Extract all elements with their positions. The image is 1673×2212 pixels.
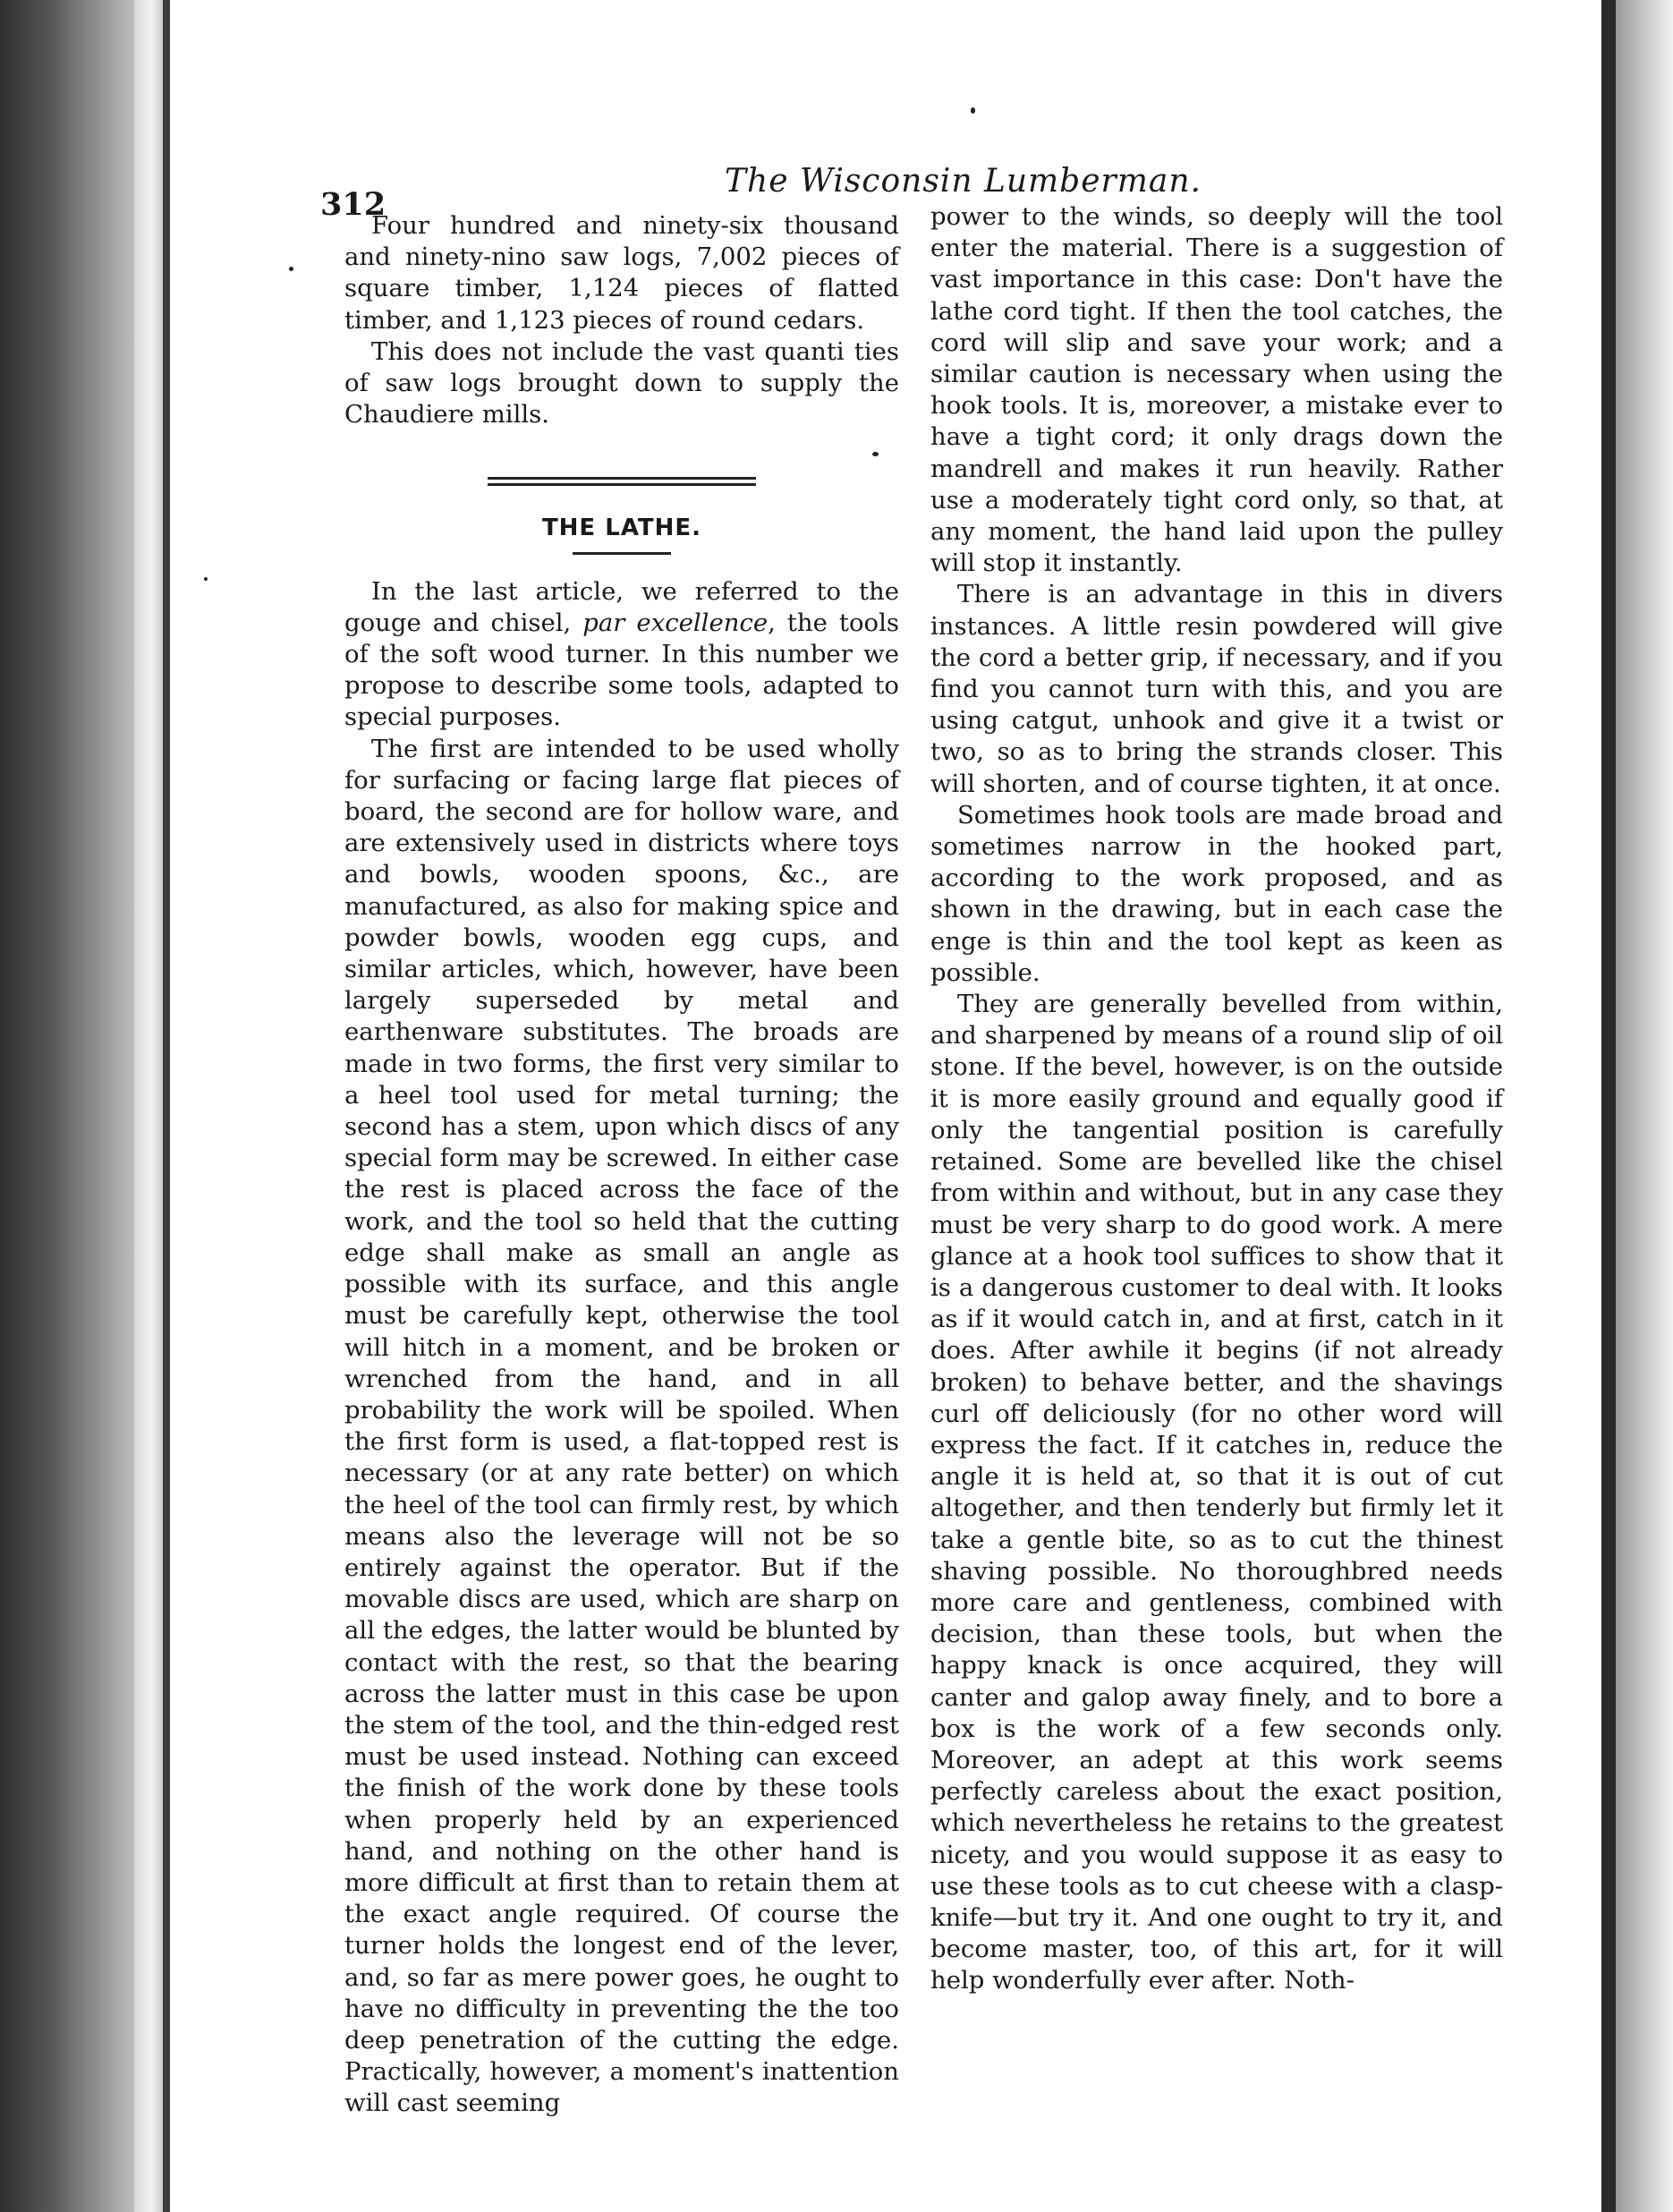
continued-paragraph: power to the winds, so deeply will the tool enter the material. There is a suggestion of vast importance in this case: Don't have the lathe cord tight. If then the tool catches, the cord will slip and save your work; and a similar caution is necessary when using the hook tools. It is, moreover, a mistake ever to have a tight cord; it only drags down the mandrell and makes it run heavily. Rather use a moderately tight cord only, so that, at any moment, the hand laid upon the pulley will stop it instantly.	[930, 202, 1503, 578]
paragraph-1-text-b: , the tools of the soft wood turner. In this number we propose to describe some tools, adapted to special purposes.	[344, 608, 899, 732]
article-paragraph-3: There is an advantage in this in divers instances. A little resin powdered will give the cord a better grip, if necessary, and if you find you cannot turn with this, and you are using catgut, unhook and give it a twist or two, so as to bring the strands closer. This will shorten, and of course tighten, it at once.	[930, 580, 1503, 798]
paragraph-1-italic: par excellence	[582, 608, 769, 637]
scan-page-edge	[1601, 0, 1616, 2212]
article-paragraph-2: The first are intended to be used wholly for surfacing or facing large flat pieces of board, the second are for hollow ware, and are extensively used in districts where toys and bowls, wooden spoons, &c., are manufactured, as also for making spice and powder bowls, wooden egg cups, and similar articles, which, however, have been largely superseded by metal and earthenware substitutes. The broads are made in two forms, the first very similar to a heel tool used for metal turning; the second has a stem, upon which discs of any special form may be screwed. In either case the rest is placed across the face of the work, and the tool so held that the cutting edge shall make as small an angle as possible with its surface, and this angle must be carefully kept, otherwise the tool will hitch in a moment, and be broken or wrenched from the hand, and in all probability the work will be spoiled. When the first form is used, a flat-topped rest is necessary (or at any rate better) on which the heel of the tool can firmly rest, by which means also the leverage will not be so entirely against the operator. But if the movable discs are used, which are sharp on all the edges, the latter would be blunted by contact with the rest, so that the bearing across the latter must in this case be upon the stem of the tool, and the thin-edged rest must be used instead. Nothing can exceed the finish of the work done by these tools when properly held by an experienced hand, and nothing on the other hand is more difficult at first than to retain them at the exact angle required. Of course the turner holds the longest end of the lever, and, so far as mere power goes, he ought to have no difficulty in preventing the the too deep penetration of the cutting the edge. Practically, however, a moment's inattention will cast seeming	[344, 734, 899, 2118]
intro-paragraph-2: This does not include the vast quanti ties of saw logs brought down to supply the Chaudiere mills.	[344, 336, 899, 430]
right-column	[930, 201, 1503, 1997]
scan-gutter-shadow	[0, 0, 134, 2212]
scan-page-edge-shade	[1616, 0, 1673, 2212]
scan-speck	[204, 577, 208, 581]
section-title: THE LATHE.	[541, 515, 702, 542]
page-header	[304, 152, 1539, 223]
article-paragraph-1	[344, 576, 899, 734]
running-title: The Wisconsin Lumberman.	[725, 163, 1202, 200]
paragraph-1-text-a: In the last article, we referred to the gouge and chisel,	[344, 576, 899, 637]
scan-gutter-band	[134, 0, 163, 2212]
intro-paragraph-1: Four hundred and ninety-six thousand and ninety-nino saw logs, 7,002 pieces of square timber, 1,124 pieces of flatted timber, and 1,123 pieces of round cedars.	[344, 211, 899, 335]
left-column	[344, 210, 899, 2120]
scan-gutter-line	[163, 0, 170, 2212]
title-underline	[573, 552, 671, 555]
scan-speck	[971, 107, 975, 114]
section-divider	[488, 477, 756, 486]
scan-speck	[872, 452, 879, 456]
article-paragraph-5: They are generally bevelled from within, and sharpened by means of a round slip of oil stone. If the bevel, however, is on the outside it is more easily ground and equally good if only the tangential position is carefully retained. Some are bevelled like the chisel from within and without, but in any case they must be very sharp to do good work. A mere glance at a hook tool suffices to show that it is a dangerous customer to deal with. It looks as if it would catch in, and at first, catch in it does. After awhile it begins (if not already broken) to behave better, and the shavings curl off deliciously (for no other word will express the fact. If it catches in, reduce the angle it is held at, so that it is out of cut altogether, and then tenderly but firmly let it take a gentle bite, so as to cut the thinest shaving possible. No thoroughbred needs more care and gentleness, combined with decision, than these tools, but when the happy knack is once acquired, they will canter and galop away finely, and to bore a box is the work of a few seconds only. Moreover, an adept at this work seems perfectly careless about the exact position, which nevertheless he retains to the greatest nicety, and you would suppose it as easy to use these tools as to cut cheese with a clasp-knife—but try it. And one ought to try it, and become master, too, of this art, for it will help wonderfully ever after. Noth-	[930, 990, 1503, 1995]
scan-speck	[289, 267, 293, 271]
page-number: 312	[320, 186, 386, 223]
article-paragraph-4: Sometimes hook tools are made broad and sometimes narrow in the hooked part, according to the work proposed, and as shown in the drawing, but in each case the enge is thin and the tool kept as keen as possible.	[930, 800, 1503, 987]
book-page	[304, 125, 1539, 2201]
